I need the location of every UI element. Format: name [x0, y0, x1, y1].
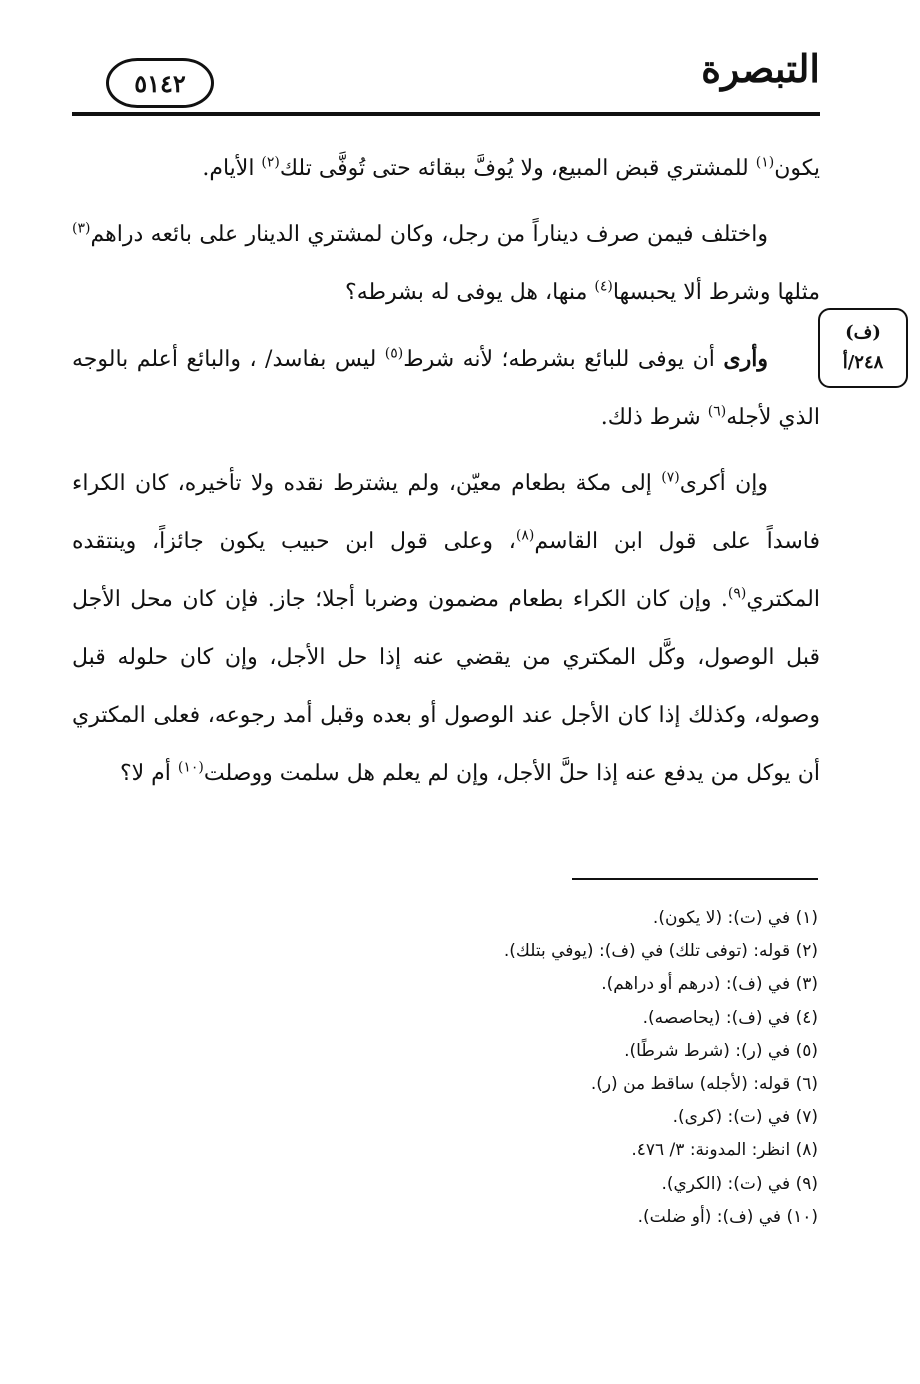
- margin-note-source: (ف): [845, 322, 881, 343]
- text-run: يكون: [774, 156, 820, 181]
- footnote-item: (١٠) في (ف): (أو ضلت).: [637, 1206, 818, 1227]
- footnote-marker-7[interactable]: (٧): [661, 469, 680, 486]
- paragraph-2: [72, 206, 820, 322]
- footnote-marker-6[interactable]: (٦): [707, 403, 727, 420]
- footnote-marker-9[interactable]: (٩): [727, 585, 747, 602]
- manuscript-margin-note: [818, 308, 908, 388]
- paragraph-3: [72, 330, 820, 447]
- footnote-marker-2[interactable]: (٢): [261, 154, 280, 171]
- footnote-item: (٦) قوله: (لأجله) ساقط من (ر).: [590, 1074, 818, 1095]
- footnote-item: (٤) في (ف): (يحاصصه).: [642, 1007, 818, 1028]
- footnote-item: (٩) في (ت): (الكري).: [661, 1173, 818, 1194]
- text-run: أم لا؟: [119, 761, 178, 786]
- book-title: التبصرة: [701, 46, 820, 91]
- footnote-item: (٢) قوله: (توفى تلك) في (ف): (يوفي بتلك).: [503, 941, 818, 962]
- footnote-item: (٧) في (ت): (كرى).: [672, 1107, 818, 1128]
- footnote-item: (٣) في (ف): (درهم أو دراهم).: [601, 974, 818, 995]
- text-run: ليس بفاسد/ ، والبائع أعلم بالوجه الذي لأجله: [72, 347, 820, 430]
- footnote-marker-3[interactable]: (٣): [72, 220, 91, 237]
- text-run: واختلف فيمن صرف ديناراً من رجل، وكان لمشتري الدينار على بائعه دراهم: [90, 222, 768, 247]
- text-run: للمشتري قبض المبيع، ولا يُوفَّ ببقائه حتى تُوفَّى تلك: [279, 156, 756, 181]
- main-text: [72, 140, 820, 811]
- text-run: الأيام.: [202, 156, 262, 181]
- margin-note-folio: ٢٤٨/أ: [842, 352, 884, 373]
- footnote-marker-10[interactable]: (١٠): [177, 759, 204, 776]
- footnote-separator: [572, 878, 818, 880]
- text-run: إلى مكة بطعام معيّن، ولم يشترط نقده ولا تأخيره، كان الكراء فاسداً على قول ابن القاسم: [72, 471, 820, 554]
- paragraph-1: [72, 140, 820, 198]
- footnote-marker-5[interactable]: (٥): [384, 345, 404, 362]
- lead-word: وأرى: [723, 346, 768, 372]
- text-run: شرط ذلك.: [600, 405, 708, 430]
- text-run: وإن أكرى: [679, 471, 768, 496]
- text-run: أن يوفى للبائع بشرطه؛ لأنه شرط: [403, 347, 724, 372]
- text-run: مثلها وشرط ألا يحبسها: [612, 280, 820, 305]
- page-number: ٥١٤٢: [106, 58, 214, 108]
- footnote-marker-1[interactable]: (١): [755, 154, 775, 171]
- text-run: . وإن كان الكراء بطعام مضمون وضربا أجلا؛ جاز. فإن كان محل الأجل قبل الوصول، وكَّل المكتري من يقضي عنه إذا حل الأجل، وإن كان حلوله قبل وصوله، وكذلك إذا كان الأجل عند الوصول أو بعده وقبل أمد رجوعه، فعلى المكتري أن يوكل من يدفع عنه إذا حلَّ الأجل، وإن لم يعلم هل سلمت ووصلت: [72, 587, 820, 786]
- text-run: منها، هل يوفى له بشرطه؟: [345, 280, 595, 305]
- paragraph-4: [72, 455, 820, 803]
- footnote-marker-4[interactable]: (٤): [594, 278, 613, 295]
- text-run: ، وعلى قول ابن حبيب يكون جائزاً، وينتقده المكتري: [72, 529, 820, 612]
- footnote-list: [258, 902, 818, 1234]
- header-rule: [72, 112, 820, 116]
- footnote-item: (٨) انظر: المدونة: ٣/ ٤٧٦.: [631, 1140, 818, 1161]
- footnote-item: (١) في (ت): (لا يكون).: [652, 908, 818, 928]
- footnote-marker-8[interactable]: (٨): [515, 527, 535, 544]
- footnote-item: (٥) في (ر): (شرط شرطًا).: [624, 1040, 818, 1061]
- page-header: [72, 44, 820, 124]
